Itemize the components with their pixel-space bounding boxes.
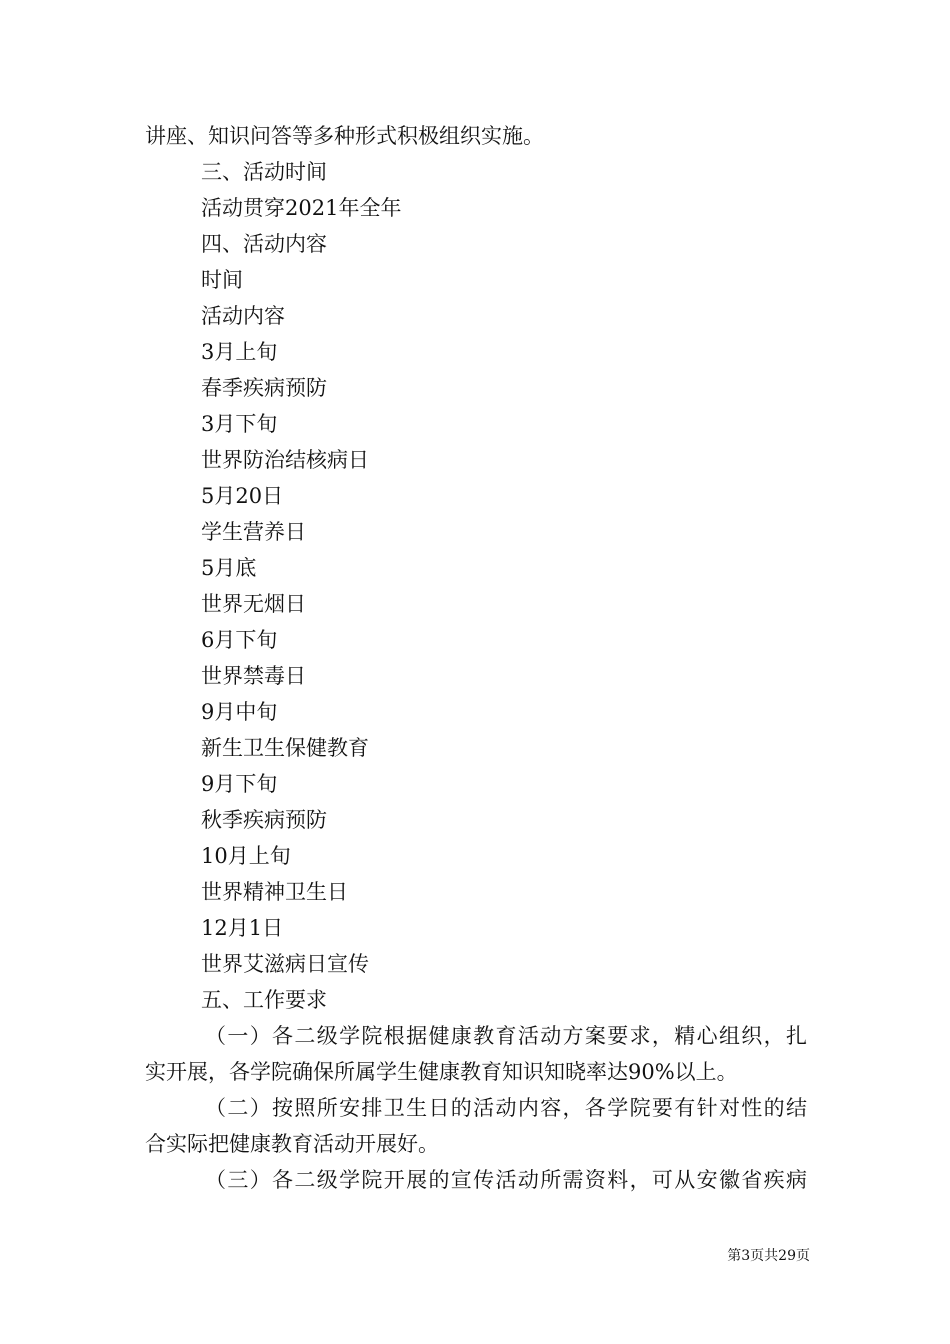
text-line: 新生卫生保健教育	[201, 736, 369, 760]
text-line: 5月底	[201, 556, 257, 580]
text-line: 世界精神卫生日	[201, 880, 348, 904]
text-line: 学生营养日	[201, 520, 306, 544]
paragraph-first-line: （一）各二级学院根据健康教育活动方案要求，精心组织，扎	[205, 1024, 807, 1048]
text-line: 3月下旬	[201, 412, 278, 436]
document-body	[145, 118, 807, 1198]
text-line: 世界艾滋病日宣传	[201, 952, 369, 976]
text-line-continuation: 讲座、知识问答等多种形式积极组织实施。	[145, 124, 544, 148]
text-line: 春季疾病预防	[201, 376, 327, 400]
text-line: 3月上旬	[201, 340, 278, 364]
text-line: 世界无烟日	[201, 592, 306, 616]
text-line: 五、工作要求	[201, 988, 327, 1012]
text-line: 秋季疾病预防	[201, 808, 327, 832]
text-line-continuation: 实开展，各学院确保所属学生健康教育知识知晓率达90%以上。	[145, 1060, 738, 1084]
text-line: 世界防治结核病日	[201, 448, 369, 472]
text-line: 9月下旬	[201, 772, 278, 796]
text-line: 6月下旬	[201, 628, 278, 652]
text-line: 时间	[201, 268, 243, 292]
text-line: 世界禁毒日	[201, 664, 306, 688]
text-line: 10月上旬	[201, 844, 291, 868]
paragraph-first-line: （二）按照所安排卫生日的活动内容，各学院要有针对性的结	[205, 1096, 807, 1120]
text-line: 四、活动内容	[201, 232, 327, 256]
page-number-footer: 第3页共29页	[727, 1248, 810, 1264]
text-line: 活动贯穿2021年全年	[201, 196, 402, 220]
text-line-continuation: 合实际把健康教育活动开展好。	[145, 1132, 439, 1156]
text-line: 9月中旬	[201, 700, 278, 724]
text-line: 活动内容	[201, 304, 285, 328]
paragraph-first-line: （三）各二级学院开展的宣传活动所需资料，可从安徽省疾病	[205, 1168, 807, 1192]
text-line: 5月20日	[201, 484, 284, 508]
text-line: 三、活动时间	[201, 160, 327, 184]
text-line: 12月1日	[201, 916, 284, 940]
